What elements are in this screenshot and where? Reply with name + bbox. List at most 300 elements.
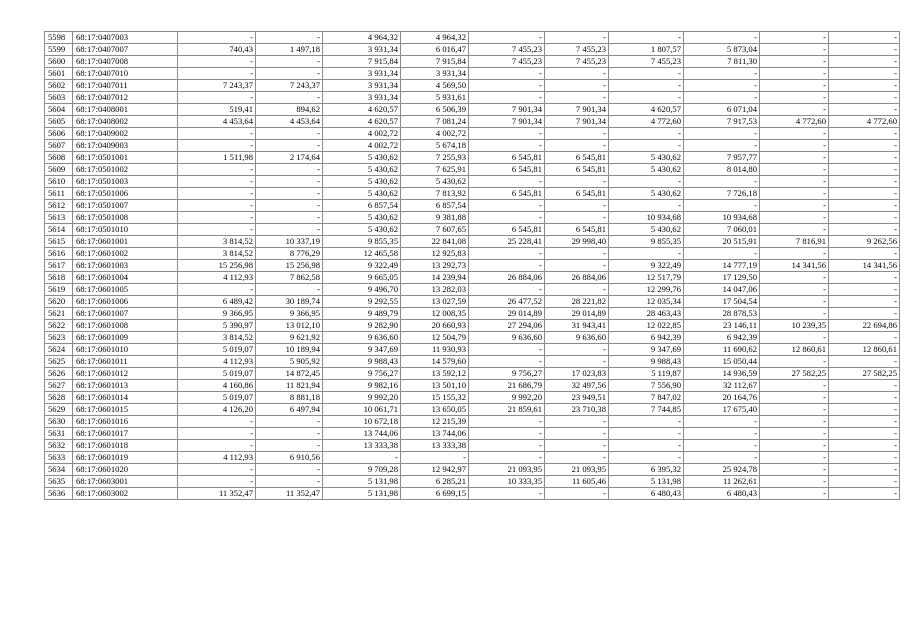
value-7-cell: - bbox=[609, 32, 684, 44]
value-5-cell: 29 014,89 bbox=[469, 308, 545, 320]
value-6-cell: 29 998,40 bbox=[545, 236, 609, 248]
row-number-cell: 5628 bbox=[45, 392, 73, 404]
value-3-cell: 12 465,58 bbox=[323, 248, 401, 260]
value-2-cell: 11 352,47 bbox=[256, 488, 323, 500]
value-2-cell: - bbox=[256, 440, 323, 452]
value-8-cell: 10 934,68 bbox=[684, 212, 760, 224]
value-6-cell: - bbox=[545, 140, 609, 152]
value-2-cell: 5 905,92 bbox=[256, 356, 323, 368]
value-7-cell: 6 480,43 bbox=[609, 488, 684, 500]
value-1-cell: 3 814,52 bbox=[178, 248, 256, 260]
value-9-cell: - bbox=[760, 164, 829, 176]
value-10-cell: - bbox=[829, 404, 900, 416]
table-row bbox=[45, 200, 900, 212]
value-1-cell: - bbox=[178, 128, 256, 140]
value-8-cell: 7 811,30 bbox=[684, 56, 760, 68]
value-6-cell: - bbox=[545, 176, 609, 188]
value-8-cell: 32 112,67 bbox=[684, 380, 760, 392]
value-6-cell: - bbox=[545, 128, 609, 140]
row-number-cell: 5610 bbox=[45, 176, 73, 188]
value-5-cell: 7 901,34 bbox=[469, 116, 545, 128]
value-10-cell: - bbox=[829, 92, 900, 104]
table-row bbox=[45, 404, 900, 416]
table-row bbox=[45, 104, 900, 116]
cadastral-code-cell: 68:17:0501001 bbox=[73, 152, 178, 164]
value-2-cell: - bbox=[256, 284, 323, 296]
row-number-cell: 5616 bbox=[45, 248, 73, 260]
value-8-cell: - bbox=[684, 248, 760, 260]
value-8-cell: 28 878,53 bbox=[684, 308, 760, 320]
value-1-cell: - bbox=[178, 224, 256, 236]
value-2-cell: - bbox=[256, 164, 323, 176]
cadastral-code-cell: 68:17:0501002 bbox=[73, 164, 178, 176]
value-2-cell: 6 497,94 bbox=[256, 404, 323, 416]
row-number-cell: 5609 bbox=[45, 164, 73, 176]
value-7-cell: 9 347,69 bbox=[609, 344, 684, 356]
value-3-cell: 9 665,05 bbox=[323, 272, 401, 284]
value-1-cell: - bbox=[178, 212, 256, 224]
value-4-cell: 6 857,54 bbox=[401, 200, 469, 212]
value-8-cell: 6 071,04 bbox=[684, 104, 760, 116]
value-2-cell: - bbox=[256, 128, 323, 140]
row-number-cell: 5605 bbox=[45, 116, 73, 128]
value-5-cell: - bbox=[469, 80, 545, 92]
cadastral-code-cell: 68:17:0407007 bbox=[73, 44, 178, 56]
row-number-cell: 5601 bbox=[45, 68, 73, 80]
value-1-cell: 3 814,52 bbox=[178, 236, 256, 248]
row-number-cell: 5611 bbox=[45, 188, 73, 200]
value-7-cell: - bbox=[609, 452, 684, 464]
value-7-cell: - bbox=[609, 80, 684, 92]
table-row bbox=[45, 164, 900, 176]
value-3-cell: 5 430,62 bbox=[323, 164, 401, 176]
value-1-cell: - bbox=[178, 188, 256, 200]
value-4-cell: 13 744,06 bbox=[401, 428, 469, 440]
value-3-cell: 9 982,16 bbox=[323, 380, 401, 392]
value-9-cell: - bbox=[760, 332, 829, 344]
value-10-cell: - bbox=[829, 68, 900, 80]
value-7-cell: - bbox=[609, 68, 684, 80]
cadastral-code-cell: 68:17:0601017 bbox=[73, 428, 178, 440]
value-10-cell: - bbox=[829, 224, 900, 236]
value-4-cell: 13 592,12 bbox=[401, 368, 469, 380]
value-8-cell: 25 924,78 bbox=[684, 464, 760, 476]
value-10-cell: - bbox=[829, 440, 900, 452]
value-3-cell: 4 002,72 bbox=[323, 140, 401, 152]
value-10-cell: - bbox=[829, 200, 900, 212]
value-10-cell: - bbox=[829, 488, 900, 500]
value-1-cell: - bbox=[178, 32, 256, 44]
value-2-cell: - bbox=[256, 56, 323, 68]
value-4-cell: 15 155,32 bbox=[401, 392, 469, 404]
value-6-cell: - bbox=[545, 488, 609, 500]
table-row bbox=[45, 152, 900, 164]
cadastral-code-cell: 68:17:0601020 bbox=[73, 464, 178, 476]
cadastral-code-cell: 68:17:0407012 bbox=[73, 92, 178, 104]
value-1-cell: - bbox=[178, 464, 256, 476]
value-1-cell: 4 160,86 bbox=[178, 380, 256, 392]
value-10-cell: - bbox=[829, 80, 900, 92]
value-9-cell: - bbox=[760, 476, 829, 488]
row-number-cell: 5620 bbox=[45, 296, 73, 308]
table-body bbox=[45, 32, 900, 500]
value-5-cell: 7 455,23 bbox=[469, 56, 545, 68]
value-8-cell: 14 777,19 bbox=[684, 260, 760, 272]
value-9-cell: - bbox=[760, 380, 829, 392]
cadastral-code-cell: 68:17:0601013 bbox=[73, 380, 178, 392]
table-row bbox=[45, 320, 900, 332]
value-10-cell: 4 772,60 bbox=[829, 116, 900, 128]
value-1-cell: - bbox=[178, 428, 256, 440]
value-1-cell: - bbox=[178, 416, 256, 428]
value-6-cell: - bbox=[545, 356, 609, 368]
value-8-cell: 14 047,06 bbox=[684, 284, 760, 296]
value-8-cell: - bbox=[684, 452, 760, 464]
value-4-cell: 4 569,50 bbox=[401, 80, 469, 92]
value-5-cell: - bbox=[469, 248, 545, 260]
value-1-cell: 3 814,52 bbox=[178, 332, 256, 344]
value-2-cell: - bbox=[256, 92, 323, 104]
table-row bbox=[45, 224, 900, 236]
row-number-cell: 5627 bbox=[45, 380, 73, 392]
table-row bbox=[45, 476, 900, 488]
value-10-cell: - bbox=[829, 56, 900, 68]
value-6-cell: - bbox=[545, 248, 609, 260]
value-5-cell: - bbox=[469, 488, 545, 500]
value-5-cell: 9 636,60 bbox=[469, 332, 545, 344]
value-1-cell: - bbox=[178, 476, 256, 488]
value-1-cell: 4 112,93 bbox=[178, 272, 256, 284]
value-4-cell: 22 841,08 bbox=[401, 236, 469, 248]
value-2-cell: - bbox=[256, 32, 323, 44]
value-8-cell: - bbox=[684, 428, 760, 440]
value-3-cell: 10 672,18 bbox=[323, 416, 401, 428]
value-8-cell: 8 014,80 bbox=[684, 164, 760, 176]
value-10-cell: - bbox=[829, 104, 900, 116]
value-3-cell: 9 636,60 bbox=[323, 332, 401, 344]
value-10-cell: - bbox=[829, 308, 900, 320]
value-1-cell: 11 352,47 bbox=[178, 488, 256, 500]
value-8-cell: 17 129,50 bbox=[684, 272, 760, 284]
value-1-cell: 6 489,42 bbox=[178, 296, 256, 308]
value-6-cell: 6 545,81 bbox=[545, 188, 609, 200]
value-5-cell: 7 901,34 bbox=[469, 104, 545, 116]
value-8-cell: 7 917,53 bbox=[684, 116, 760, 128]
value-1-cell: 519,41 bbox=[178, 104, 256, 116]
value-8-cell: 6 480,43 bbox=[684, 488, 760, 500]
value-7-cell: 12 517,79 bbox=[609, 272, 684, 284]
value-6-cell: - bbox=[545, 32, 609, 44]
value-8-cell: 20 164,76 bbox=[684, 392, 760, 404]
value-10-cell: - bbox=[829, 32, 900, 44]
value-1-cell: 4 112,93 bbox=[178, 452, 256, 464]
value-9-cell: - bbox=[760, 140, 829, 152]
value-7-cell: 6 942,39 bbox=[609, 332, 684, 344]
table-row bbox=[45, 308, 900, 320]
value-4-cell: 5 430,62 bbox=[401, 176, 469, 188]
value-4-cell: 7 255,93 bbox=[401, 152, 469, 164]
table-row bbox=[45, 56, 900, 68]
value-7-cell: 5 430,62 bbox=[609, 152, 684, 164]
value-2-cell: 2 174,64 bbox=[256, 152, 323, 164]
value-10-cell: 12 860,61 bbox=[829, 344, 900, 356]
row-number-cell: 5633 bbox=[45, 452, 73, 464]
cadastral-code-cell: 68:17:0601019 bbox=[73, 452, 178, 464]
value-9-cell: - bbox=[760, 104, 829, 116]
value-6-cell: 23 949,51 bbox=[545, 392, 609, 404]
value-1-cell: - bbox=[178, 200, 256, 212]
value-4-cell: 7 915,84 bbox=[401, 56, 469, 68]
value-10-cell: - bbox=[829, 380, 900, 392]
value-9-cell: - bbox=[760, 152, 829, 164]
value-3-cell: 5 430,62 bbox=[323, 212, 401, 224]
row-number-cell: 5626 bbox=[45, 368, 73, 380]
value-4-cell: 6 699,15 bbox=[401, 488, 469, 500]
value-1-cell: 4 126,20 bbox=[178, 404, 256, 416]
value-10-cell: - bbox=[829, 152, 900, 164]
value-3-cell: 13 744,06 bbox=[323, 428, 401, 440]
value-8-cell: - bbox=[684, 92, 760, 104]
value-7-cell: 7 556,90 bbox=[609, 380, 684, 392]
value-8-cell: - bbox=[684, 440, 760, 452]
cadastral-code-cell: 68:17:0501010 bbox=[73, 224, 178, 236]
value-6-cell: 6 545,81 bbox=[545, 164, 609, 176]
value-9-cell: - bbox=[760, 128, 829, 140]
row-number-cell: 5607 bbox=[45, 140, 73, 152]
value-3-cell: - bbox=[323, 452, 401, 464]
value-3-cell: 3 931,34 bbox=[323, 80, 401, 92]
value-7-cell: 7 847,02 bbox=[609, 392, 684, 404]
value-2-cell: 11 821,94 bbox=[256, 380, 323, 392]
value-7-cell: 5 430,62 bbox=[609, 224, 684, 236]
table-row bbox=[45, 344, 900, 356]
value-5-cell: - bbox=[469, 176, 545, 188]
value-7-cell: 5 119,87 bbox=[609, 368, 684, 380]
value-2-cell: - bbox=[256, 188, 323, 200]
value-9-cell: - bbox=[760, 80, 829, 92]
value-5-cell: - bbox=[469, 440, 545, 452]
value-9-cell: - bbox=[760, 212, 829, 224]
value-3-cell: 5 430,62 bbox=[323, 152, 401, 164]
value-10-cell: 22 694,86 bbox=[829, 320, 900, 332]
value-3-cell: 9 292,55 bbox=[323, 296, 401, 308]
value-3-cell: 9 855,35 bbox=[323, 236, 401, 248]
value-3-cell: 9 489,79 bbox=[323, 308, 401, 320]
value-1-cell: - bbox=[178, 56, 256, 68]
value-1-cell: - bbox=[178, 140, 256, 152]
table-row bbox=[45, 452, 900, 464]
value-4-cell: 11 930,93 bbox=[401, 344, 469, 356]
value-5-cell: - bbox=[469, 200, 545, 212]
value-5-cell: 10 333,35 bbox=[469, 476, 545, 488]
value-7-cell: 9 988,43 bbox=[609, 356, 684, 368]
cadastral-code-cell: 68:17:0601014 bbox=[73, 392, 178, 404]
value-1-cell: 5 390,97 bbox=[178, 320, 256, 332]
value-2-cell: 9 621,92 bbox=[256, 332, 323, 344]
value-1-cell: 5 019,07 bbox=[178, 344, 256, 356]
table-row bbox=[45, 212, 900, 224]
value-8-cell: - bbox=[684, 128, 760, 140]
cadastral-code-cell: 68:17:0601002 bbox=[73, 248, 178, 260]
row-number-cell: 5613 bbox=[45, 212, 73, 224]
value-6-cell: - bbox=[545, 92, 609, 104]
value-10-cell: - bbox=[829, 476, 900, 488]
row-number-cell: 5625 bbox=[45, 356, 73, 368]
value-6-cell: - bbox=[545, 200, 609, 212]
row-number-cell: 5606 bbox=[45, 128, 73, 140]
value-4-cell: 3 931,34 bbox=[401, 68, 469, 80]
value-7-cell: 7 455,23 bbox=[609, 56, 684, 68]
row-number-cell: 5600 bbox=[45, 56, 73, 68]
table-row bbox=[45, 440, 900, 452]
value-1-cell: - bbox=[178, 284, 256, 296]
value-3-cell: 3 931,34 bbox=[323, 68, 401, 80]
value-8-cell: 7 726,18 bbox=[684, 188, 760, 200]
value-1-cell: 5 019,07 bbox=[178, 368, 256, 380]
value-2-cell: 14 872,45 bbox=[256, 368, 323, 380]
row-number-cell: 5631 bbox=[45, 428, 73, 440]
value-7-cell: 28 463,43 bbox=[609, 308, 684, 320]
value-10-cell: - bbox=[829, 392, 900, 404]
value-10-cell: - bbox=[829, 464, 900, 476]
value-7-cell: 12 022,85 bbox=[609, 320, 684, 332]
cadastral-code-cell: 68:17:0409003 bbox=[73, 140, 178, 152]
value-4-cell: 5 674,18 bbox=[401, 140, 469, 152]
value-3-cell: 5 430,62 bbox=[323, 224, 401, 236]
value-2-cell: - bbox=[256, 68, 323, 80]
row-number-cell: 5624 bbox=[45, 344, 73, 356]
value-3-cell: 9 988,43 bbox=[323, 356, 401, 368]
cadastral-code-cell: 68:17:0601012 bbox=[73, 368, 178, 380]
value-5-cell: - bbox=[469, 452, 545, 464]
value-7-cell: - bbox=[609, 200, 684, 212]
value-7-cell: - bbox=[609, 428, 684, 440]
value-2-cell: 15 256,98 bbox=[256, 260, 323, 272]
value-5-cell: - bbox=[469, 428, 545, 440]
value-5-cell: - bbox=[469, 140, 545, 152]
value-3-cell: 4 620,57 bbox=[323, 116, 401, 128]
value-7-cell: 5 430,62 bbox=[609, 164, 684, 176]
value-1-cell: - bbox=[178, 92, 256, 104]
value-4-cell: 12 008,35 bbox=[401, 308, 469, 320]
table-row bbox=[45, 44, 900, 56]
value-2-cell: - bbox=[256, 140, 323, 152]
value-4-cell: 7 081,24 bbox=[401, 116, 469, 128]
row-number-cell: 5619 bbox=[45, 284, 73, 296]
value-10-cell: 14 341,56 bbox=[829, 260, 900, 272]
cadastral-code-cell: 68:17:0601009 bbox=[73, 332, 178, 344]
value-6-cell: - bbox=[545, 452, 609, 464]
row-number-cell: 5636 bbox=[45, 488, 73, 500]
value-9-cell: - bbox=[760, 200, 829, 212]
value-10-cell: - bbox=[829, 212, 900, 224]
row-number-cell: 5617 bbox=[45, 260, 73, 272]
value-2-cell: - bbox=[256, 416, 323, 428]
value-4-cell: 12 942,97 bbox=[401, 464, 469, 476]
value-10-cell: - bbox=[829, 296, 900, 308]
row-number-cell: 5604 bbox=[45, 104, 73, 116]
data-table bbox=[44, 31, 900, 500]
value-9-cell: - bbox=[760, 308, 829, 320]
row-number-cell: 5603 bbox=[45, 92, 73, 104]
value-2-cell: 8 881,18 bbox=[256, 392, 323, 404]
value-5-cell: - bbox=[469, 68, 545, 80]
value-6-cell: 29 014,89 bbox=[545, 308, 609, 320]
value-2-cell: 13 012,10 bbox=[256, 320, 323, 332]
value-5-cell: 21 686,79 bbox=[469, 380, 545, 392]
value-7-cell: 9 322,49 bbox=[609, 260, 684, 272]
row-number-cell: 5623 bbox=[45, 332, 73, 344]
value-5-cell: - bbox=[469, 212, 545, 224]
value-10-cell: - bbox=[829, 416, 900, 428]
value-10-cell: - bbox=[829, 188, 900, 200]
cadastral-code-cell: 68:17:0601005 bbox=[73, 284, 178, 296]
value-4-cell: 12 215,39 bbox=[401, 416, 469, 428]
row-number-cell: 5599 bbox=[45, 44, 73, 56]
value-2-cell: - bbox=[256, 176, 323, 188]
value-6-cell: 11 605,46 bbox=[545, 476, 609, 488]
value-9-cell: - bbox=[760, 416, 829, 428]
value-8-cell: 11 690,62 bbox=[684, 344, 760, 356]
value-4-cell: 7 607,65 bbox=[401, 224, 469, 236]
value-4-cell: 14 579,60 bbox=[401, 356, 469, 368]
value-4-cell: 9 381,88 bbox=[401, 212, 469, 224]
value-7-cell: 10 934,68 bbox=[609, 212, 684, 224]
row-number-cell: 5618 bbox=[45, 272, 73, 284]
value-6-cell: - bbox=[545, 344, 609, 356]
value-9-cell: - bbox=[760, 92, 829, 104]
value-8-cell: - bbox=[684, 176, 760, 188]
value-6-cell: 21 093,95 bbox=[545, 464, 609, 476]
cadastral-code-cell: 68:17:0408002 bbox=[73, 116, 178, 128]
value-7-cell: 9 855,35 bbox=[609, 236, 684, 248]
value-3-cell: 5 131,98 bbox=[323, 476, 401, 488]
value-4-cell: 4 964,32 bbox=[401, 32, 469, 44]
value-1-cell: 1 511,98 bbox=[178, 152, 256, 164]
value-2-cell: 10 189,94 bbox=[256, 344, 323, 356]
value-5-cell: 9 756,27 bbox=[469, 368, 545, 380]
value-2-cell: - bbox=[256, 212, 323, 224]
value-3-cell: 10 061,71 bbox=[323, 404, 401, 416]
value-9-cell: 4 772,60 bbox=[760, 116, 829, 128]
value-1-cell: 740,43 bbox=[178, 44, 256, 56]
value-7-cell: - bbox=[609, 128, 684, 140]
row-number-cell: 5621 bbox=[45, 308, 73, 320]
value-10-cell: - bbox=[829, 452, 900, 464]
value-9-cell: - bbox=[760, 428, 829, 440]
row-number-cell: 5614 bbox=[45, 224, 73, 236]
value-7-cell: - bbox=[609, 92, 684, 104]
value-1-cell: 5 019,07 bbox=[178, 392, 256, 404]
row-number-cell: 5629 bbox=[45, 404, 73, 416]
value-7-cell: - bbox=[609, 140, 684, 152]
cadastral-code-cell: 68:17:0601003 bbox=[73, 260, 178, 272]
value-5-cell: 21 093,95 bbox=[469, 464, 545, 476]
table-row bbox=[45, 416, 900, 428]
value-10-cell: - bbox=[829, 248, 900, 260]
value-4-cell: 13 292,73 bbox=[401, 260, 469, 272]
value-4-cell: 13 282,03 bbox=[401, 284, 469, 296]
value-8-cell: - bbox=[684, 80, 760, 92]
value-5-cell: 9 992,20 bbox=[469, 392, 545, 404]
value-9-cell: 10 239,35 bbox=[760, 320, 829, 332]
value-6-cell: - bbox=[545, 260, 609, 272]
value-5-cell: 26 477,52 bbox=[469, 296, 545, 308]
value-3-cell: 3 931,34 bbox=[323, 44, 401, 56]
value-8-cell: 17 675,40 bbox=[684, 404, 760, 416]
value-9-cell: - bbox=[760, 32, 829, 44]
value-5-cell: - bbox=[469, 416, 545, 428]
